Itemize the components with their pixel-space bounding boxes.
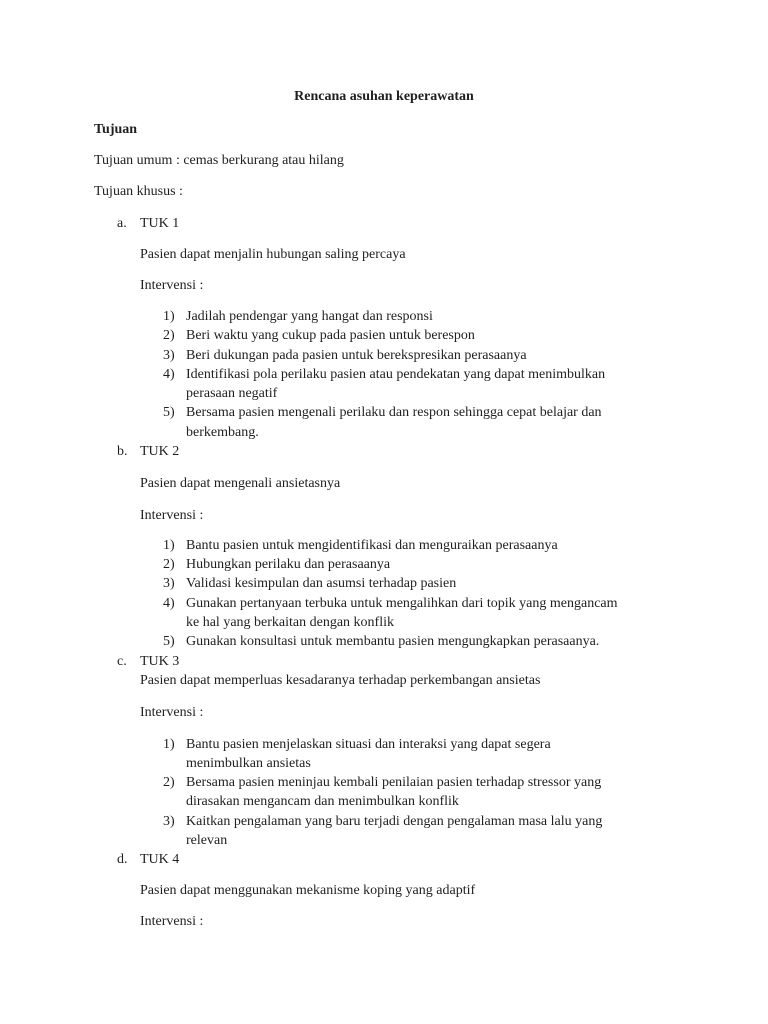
item-text-continued: ke hal yang berkaitan dengan konflik xyxy=(186,615,394,630)
item-text-continued: berkembang. xyxy=(186,425,259,440)
item-number: 1) xyxy=(163,737,175,752)
section-marker: d. xyxy=(117,852,128,867)
item-text: Gunakan pertanyaan terbuka untuk mengalihkan dari topik yang mengancam xyxy=(186,596,618,611)
specific-goal-label: Tujuan khusus : xyxy=(94,184,183,199)
item-text: Bersama pasien mengenali perilaku dan respon sehingga cepat belajar dan xyxy=(186,405,602,420)
item-number: 1) xyxy=(163,538,175,553)
general-goal: Tujuan umum : cemas berkurang atau hilang xyxy=(94,153,344,168)
section-marker: b. xyxy=(117,444,128,459)
document-title: Rencana asuhan keperawatan xyxy=(294,89,474,104)
section-marker: a. xyxy=(117,216,127,231)
item-number: 2) xyxy=(163,775,175,790)
item-text: Beri waktu yang cukup pada pasien untuk berespon xyxy=(186,328,475,343)
intervention-label: Intervensi : xyxy=(140,914,204,929)
section-label: TUK 1 xyxy=(140,216,180,231)
item-text: Beri dukungan pada pasien untuk berekspresikan perasaanya xyxy=(186,348,527,363)
item-number: 2) xyxy=(163,328,175,343)
item-number: 4) xyxy=(163,367,175,382)
item-text-continued: dirasakan mengancam dan menimbulkan konflik xyxy=(186,794,459,809)
item-number: 4) xyxy=(163,596,175,611)
item-number: 3) xyxy=(163,348,175,363)
goal-heading: Tujuan xyxy=(94,122,138,137)
section-label: TUK 2 xyxy=(140,444,180,459)
item-text: Hubungkan perilaku dan perasaanya xyxy=(186,557,391,572)
section-marker: c. xyxy=(117,654,127,669)
section-label: TUK 4 xyxy=(140,852,180,867)
intervention-label: Intervensi : xyxy=(140,705,204,720)
section-goal: Pasien dapat mengenali ansietasnya xyxy=(140,476,341,491)
item-text: Bantu pasien menjelaskan situasi dan interaksi yang dapat segera xyxy=(186,737,551,752)
section-goal: Pasien dapat menjalin hubungan saling percaya xyxy=(140,247,406,262)
item-number: 5) xyxy=(163,405,175,420)
section-label: TUK 3 xyxy=(140,654,180,669)
item-number: 1) xyxy=(163,309,175,324)
intervention-label: Intervensi : xyxy=(140,278,204,293)
item-text: Kaitkan pengalaman yang baru terjadi dengan pengalaman masa lalu yang xyxy=(186,814,603,829)
item-text: Gunakan konsultasi untuk membantu pasien mengungkapkan perasaanya. xyxy=(186,634,600,649)
intervention-label: Intervensi : xyxy=(140,508,204,523)
item-text: Bersama pasien meninjau kembali penilaian pasien terhadap stressor yang xyxy=(186,775,602,790)
item-number: 5) xyxy=(163,634,175,649)
section-goal: Pasien dapat memperluas kesadaranya terhadap perkembangan ansietas xyxy=(140,673,541,688)
item-text: Bantu pasien untuk mengidentifikasi dan menguraikan perasaanya xyxy=(186,538,558,553)
item-number: 3) xyxy=(163,814,175,829)
item-number: 2) xyxy=(163,557,175,572)
item-text: Identifikasi pola perilaku pasien atau pendekatan yang dapat menimbulkan xyxy=(186,367,606,382)
item-text: Jadilah pendengar yang hangat dan responsi xyxy=(186,309,433,324)
item-text-continued: relevan xyxy=(186,833,228,848)
item-text: Validasi kesimpulan dan asumsi terhadap pasien xyxy=(186,576,457,591)
section-goal: Pasien dapat menggunakan mekanisme koping yang adaptif xyxy=(140,883,476,898)
item-text-continued: menimbulkan ansietas xyxy=(186,756,311,771)
item-number: 3) xyxy=(163,576,175,591)
item-text-continued: perasaan negatif xyxy=(186,386,278,401)
